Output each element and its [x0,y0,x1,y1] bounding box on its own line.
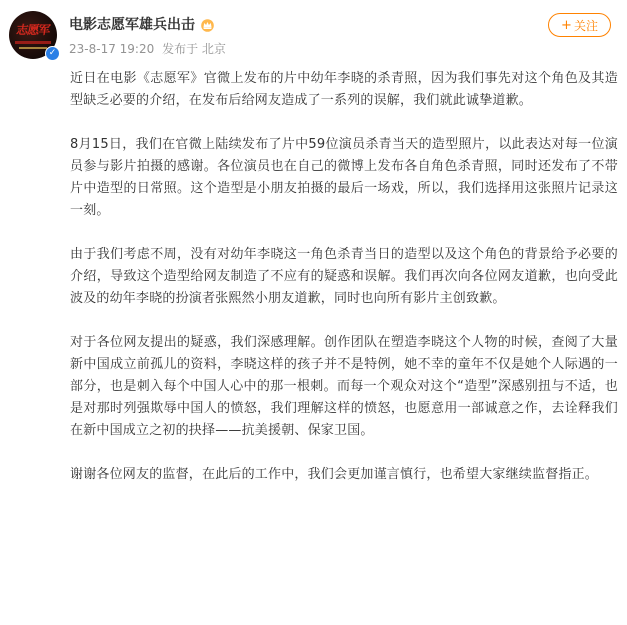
post-date[interactable]: 23-8-17 19:20 [69,42,155,56]
follow-button-label: 关注 [573,18,598,33]
avatar-logo-stripe [15,41,51,44]
post-location: 发布于 北京 [162,42,226,56]
post-paragraph-4: 对于各位网友提出的疑惑，我们深感理解。创作团队在塑造李晓这个人物的时候，查阅了大量新中国成立前孤儿的资料，李晓这样的孩子并不是特例，她不幸的童年不仅是她个人际遇的一部分，也是刺入每个中国人心中的那一根刺。而每一个观众对这个“造型”深感别扭与不适，也是对那时列强欺辱中国人的愤怒，我们理解这样的愤怒，也愿意用一部诚意之作，去诠释我们在新中国成立之初的抉择——抗美援朝、保家卫国。 [70,335,618,438]
post-paragraph-2: 8月15日，我们在官微上陆续发布了片中59位演员杀青当天的造型照片，以此表达对每一位演员参与影片拍摄的感谢。各位演员也在自己的微博上发布各自角色杀青照，同时还发布了不带片中造型的日常照。这个造型是小朋友拍摄的最后一场戏，所以，我们选择用这张照片记录这一刻。 [70,137,618,218]
follow-button[interactable] [548,13,611,37]
avatar-logo-text: 志愿军 [15,23,51,37]
crown-icon[interactable] [200,17,215,31]
post-paragraph-5: 谢谢各位网友的监督，在此后的工作中，我们会更加谨言慎行，也希望大家继续监督指正。 [70,467,599,482]
avatar-logo-stripe-gold [19,47,47,49]
post-meta [69,40,230,57]
post-paragraph-3: 由于我们考虑不周，没有对幼年李晓这一角色杀青当日的造型以及这个角色的背景给予必要的介绍，导致这个造型给网友制造了不应有的疑惑和误解。我们再次向各位网友道歉，也向受此波及的幼年李晓的扮演者张熙然小朋友道歉，同时也向所有影片主创致歉。 [70,247,618,306]
post-paragraph-1: 近日在电影《志愿军》官微上发布的片中幼年李晓的杀青照，因为我们事先对这个角色及其造型缺乏必要的介绍，在发布后给网友造成了一系列的误解，我们就此诚挚道歉。 [70,71,618,108]
verified-badge-icon: ✓ [45,46,60,61]
plus-icon: + [561,17,572,33]
username[interactable]: 电影志愿军雄兵出击 [69,17,195,33]
post-header [0,0,627,64]
post-content [70,68,618,508]
username-row [69,14,215,34]
